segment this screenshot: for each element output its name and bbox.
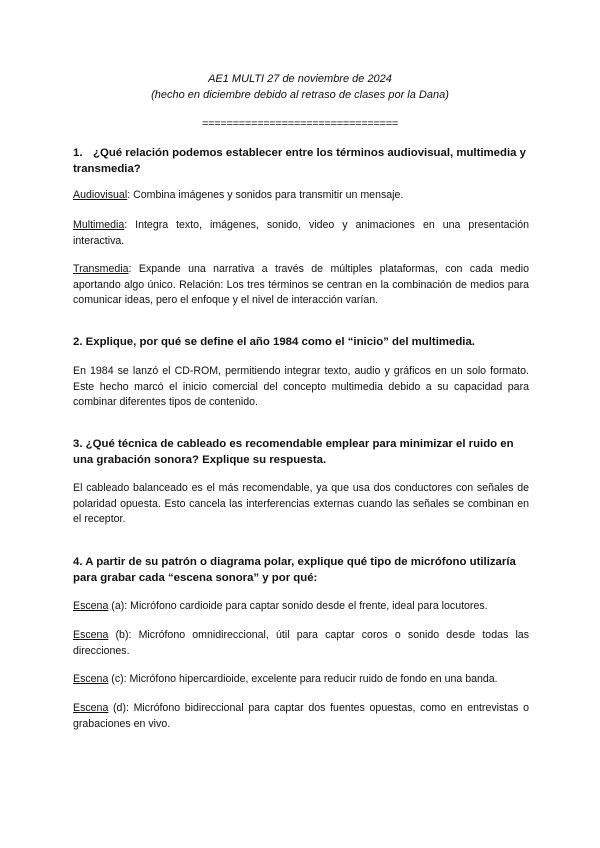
- scene-b-text: (b): Micrófono omnidireccional, útil para captar coros o sonido desde todas las direcciones.: [73, 629, 529, 657]
- scene-a-text: (a): Micrófono cardioide para captar sonido desde el frente, ideal para locutores.: [108, 600, 488, 612]
- answer-4-scene-d: [73, 701, 529, 732]
- scene-d-text: (d): Micrófono bidireccional para captar dos fuentes opuestas, como en entrevistas o grabaciones en vivo.: [73, 702, 529, 730]
- answer-1-transmedia: [73, 262, 529, 309]
- answer-4-scene-b: [73, 628, 529, 659]
- question-2: 2. Explique, por qué se define el año 1984 como el “inicio” del multimedia.: [73, 336, 475, 348]
- term-audiovisual: Audiovisual: [73, 189, 128, 201]
- term-multimedia: Multimedia: [73, 219, 125, 231]
- audiovisual-definition: : Combina imágenes y sonidos para transmitir un mensaje.: [127, 189, 404, 201]
- separator-line: ================================: [202, 118, 398, 130]
- transmedia-definition: : Expande una narrativa a través de múltiples plataformas, con cada medio aportando algo único. Relación: Los tres términos se centran en la combinación de medios para comunicar ideas, pero el enfoque y el nivel de interacción varían.: [73, 263, 529, 306]
- question-1-text: ¿Qué relación podemos establecer entre los términos audiovisual, multimedia y transmedia?: [73, 147, 526, 175]
- answer-1-multimedia: [73, 218, 529, 249]
- question-1: [73, 146, 529, 177]
- answer-4-scene-a: [73, 599, 529, 615]
- answer-4-scene-c: [73, 672, 529, 688]
- term-escena-b: Escena: [73, 629, 109, 641]
- multimedia-definition: : Integra texto, imágenes, sonido, video y animaciones en una presentación interactiva.: [73, 219, 529, 247]
- answer-1-audiovisual: [73, 188, 529, 204]
- term-transmedia: Transmedia: [73, 263, 129, 275]
- answer-2: En 1984 se lanzó el CD-ROM, permitiendo integrar texto, audio y gráficos en un solo formato. Este hecho marcó el inicio comercial del concepto multimedia debido a su capacidad para combinar diferentes tipos de contenido.: [73, 365, 529, 408]
- term-escena-c: Escena: [73, 673, 109, 685]
- term-escena-d: Escena: [73, 702, 109, 714]
- term-escena-a: Escena: [73, 600, 109, 612]
- doc-title: AE1 MULTI 27 de noviembre de 2024: [208, 73, 392, 85]
- question-4: 4. A partir de su patrón o diagrama polar, explique qué tipo de micrófono utilizaría para grabar cada “escena sonora” y por qué:: [73, 556, 516, 584]
- question-3: 3. ¿Qué técnica de cableado es recomendable emplear para minimizar el ruido en una grabación sonora? Explique su respuesta.: [73, 438, 514, 466]
- question-1-number: 1.: [73, 147, 83, 159]
- doc-subtitle: (hecho en diciembre debido al retraso de clases por la Dana): [151, 89, 449, 101]
- answer-3: El cableado balanceado es el más recomendable, ya que usa dos conductores con señales de polaridad opuesta. Esto cancela las interferencias externas cuando las señales se combinan en el receptor.: [73, 482, 529, 525]
- scene-c-text: (c): Micrófono hipercardioide, excelente para reducir ruido de fondo en una banda.: [108, 673, 498, 685]
